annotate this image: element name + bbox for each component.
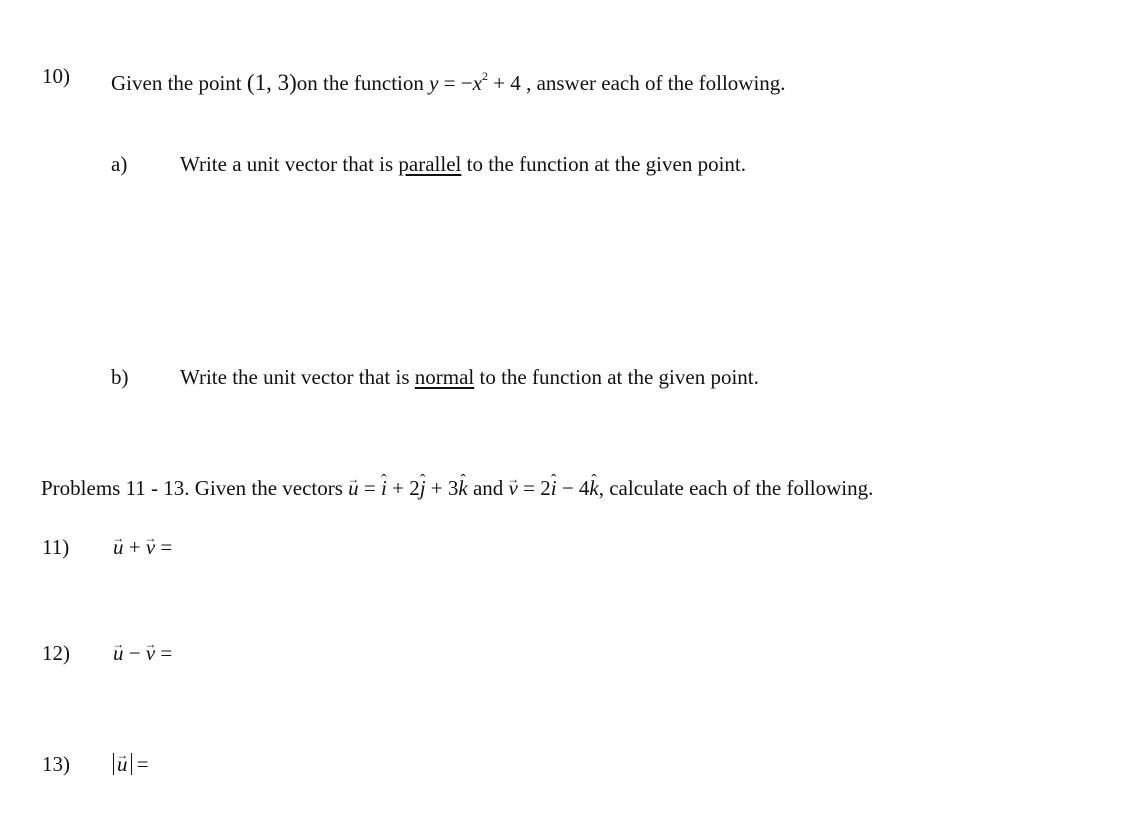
part-b-label: b) (111, 365, 129, 389)
vector-u-definition: → u = ˆ i + 2ˆ j + 3ˆ k (348, 476, 468, 500)
question-11-number: 11) (42, 535, 70, 559)
question-10-suffix: , answer each of the following. (520, 71, 786, 95)
part-a-keyword: parallel (398, 152, 462, 176)
vector-v-definition: → v = 2ˆ i − 4ˆ k (509, 476, 599, 500)
part-a-post: to the function at the given point. (461, 152, 746, 176)
question-10-text (111, 63, 786, 96)
problems-intro-suffix: , calculate each of the following. (598, 476, 874, 500)
question-10-function: $y = -x^2 + 4$ (429, 69, 521, 95)
part-b-pre: Write the unit vector that is (180, 365, 415, 389)
question-12-number: 12) (42, 641, 70, 665)
question-11-expression: → u + → v = (113, 534, 172, 560)
question-10-mid: on the function (296, 71, 430, 95)
part-a-label: a) (111, 152, 128, 176)
question-13-number: 13) (42, 752, 70, 776)
question-10-number: 10) (42, 64, 70, 88)
question-12-expression: → u − → v = (113, 640, 172, 666)
part-b-post: to the function at the given point. (474, 365, 759, 389)
part-b-text (180, 364, 759, 390)
question-10-prefix: Given the point (111, 71, 247, 95)
problems-intro-and: and (467, 476, 509, 500)
part-a-text (180, 151, 746, 177)
problems-intro (41, 475, 873, 501)
question-10-point: (1, 3) (246, 70, 297, 95)
part-a-pre: Write a unit vector that is (180, 152, 399, 176)
part-b-keyword: normal (414, 365, 475, 389)
problems-intro-prefix: Problems 11 - 13. Given the vectors (41, 476, 349, 500)
question-13-expression: → u = (113, 751, 149, 777)
